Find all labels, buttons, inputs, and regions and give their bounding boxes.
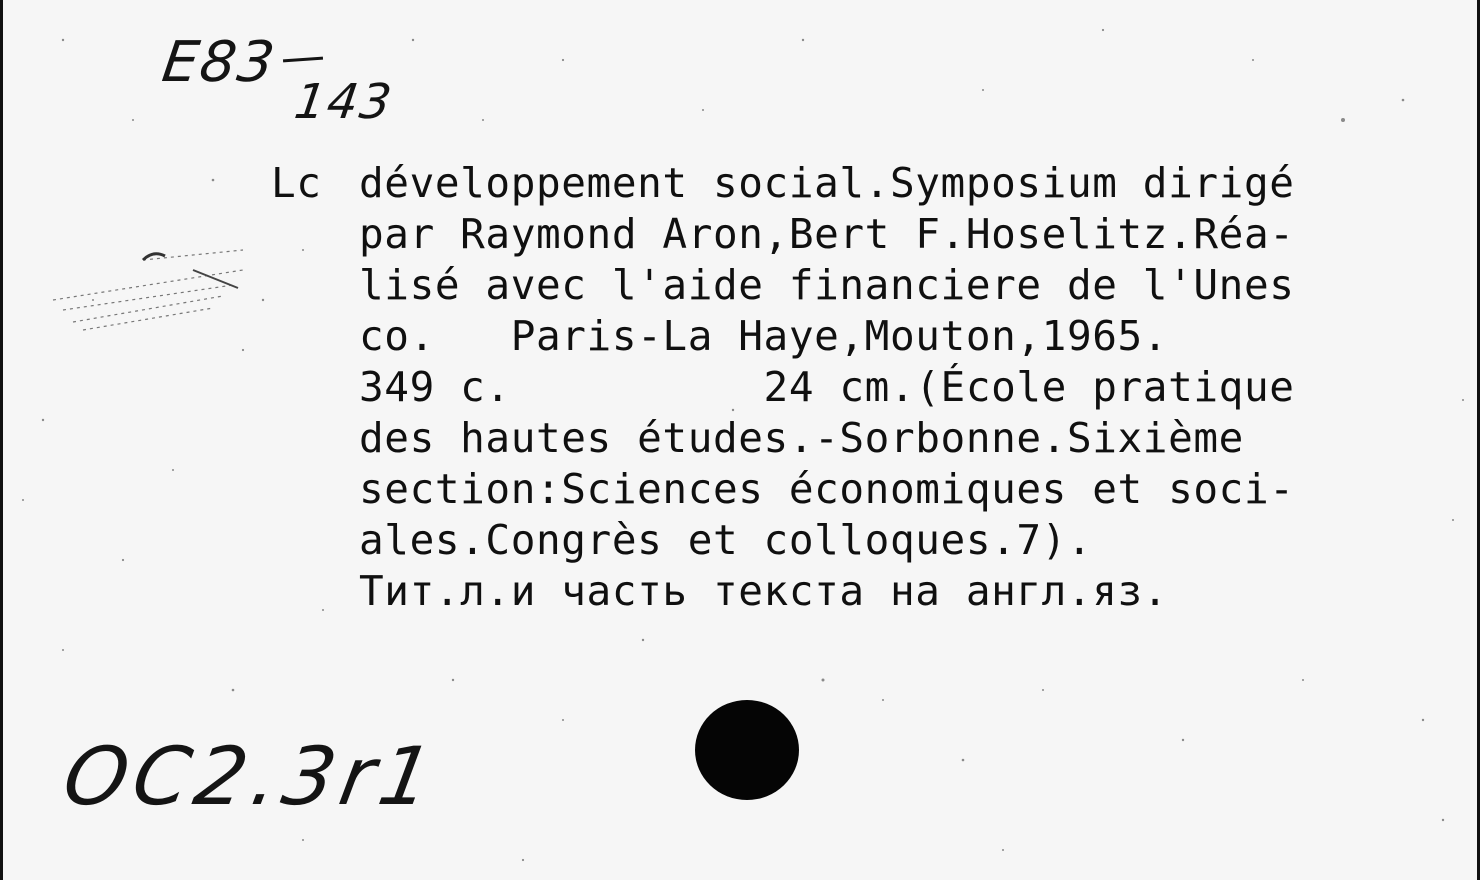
bibliographic-entry [359,158,1295,617]
entry-line: section:Sciences économiques et soci- [359,465,1295,513]
ink-smudge [43,230,283,340]
entry-line: des hautes études.-Sorbonne.Sixième [359,414,1244,462]
heading-prefix: Lc [271,159,322,207]
entry-line: par Raymond Aron,Bert F.Hoselitz.Réa- [359,210,1295,258]
entry-line: Тит.л.и часть текста на англ.яз. [359,567,1169,615]
shelfmark-top: E83 [158,30,281,95]
entry-line: co. Paris-La Haye,Mouton,1965. [359,312,1169,360]
punch-hole [695,700,799,800]
entry-line: 349 c. 24 cm.(École pratique [359,363,1295,411]
entry-line: développement social.Symposium dirigé [359,159,1295,207]
entry-line: ales.Congrès et colloques.7). [359,516,1093,564]
entry-line: lisé avec l'aide financiere de l'Unes [359,261,1295,309]
shelfmark-sub: 143 [291,74,397,130]
call-number: OC2.3r1 [56,730,446,823]
